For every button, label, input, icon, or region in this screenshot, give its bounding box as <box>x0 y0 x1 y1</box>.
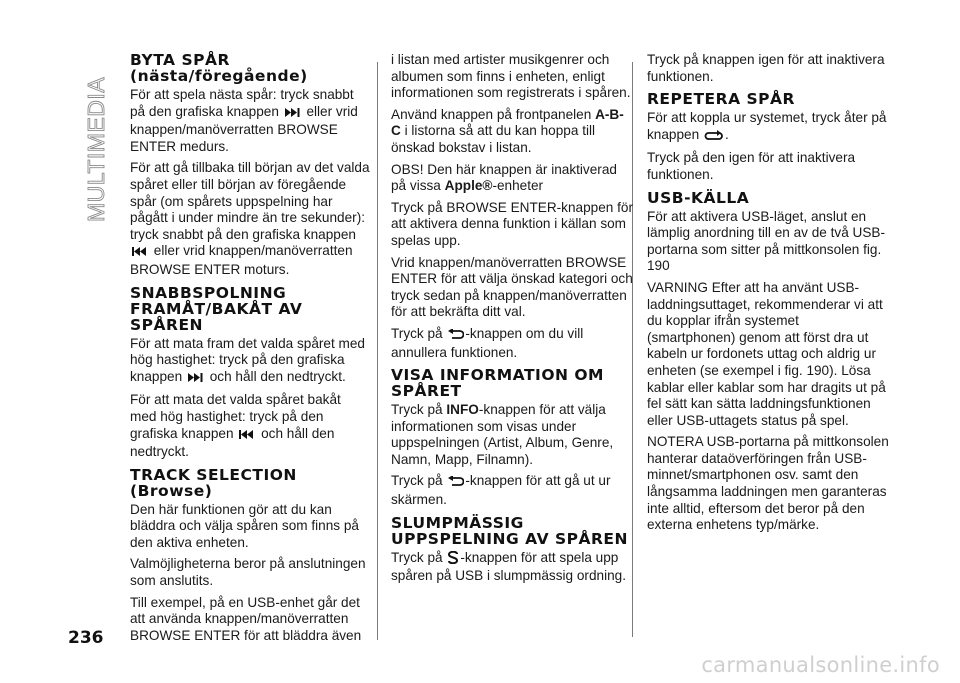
paragraph: För att mata det valda spåret bakåt med hög hastighet: tryck på den grafiska knappen och håll den nedtryckt. <box>130 392 341 460</box>
side-label-text: MULTIMEDIA <box>83 76 109 222</box>
heading-slumpmassig: SLUMPMÄSSIG UPPSPELNING AV SPÅREN <box>391 513 628 548</box>
paragraph: Använd knappen på frontpanelen A-B-C i listorna så att du kan hoppa till önskad bokstav i listan. <box>391 106 624 155</box>
paragraph: OBS! Den här knappen är inaktiverad på vissa Apple®-enheter <box>391 161 617 194</box>
previous-track-icon <box>238 428 256 445</box>
next-track-icon <box>284 106 302 123</box>
back-arrow-icon <box>447 328 464 345</box>
heading-visa-information: VISA INFORMATION OM SPÅRET <box>391 366 604 401</box>
heading-repetera-spar: REPETERA SPÅR <box>647 90 795 109</box>
paragraph: knappen och håll den nedtryckt. <box>130 369 370 388</box>
column-3 <box>647 52 889 539</box>
paragraph: För att gå tillbaka till början av det valda spåret eller till början av föregående spår (om spårets uppspelning har pågått i under mindre än tre sekunder): tryck snabbt på den grafiska knappen eller vrid knappen/manöverratten BROWSE ENTER moturs. <box>130 160 370 277</box>
paragraph: För att mata fram det valda spåret med hög hastighet: tryck på den grafiska <box>130 335 365 368</box>
watermark: carmanualsonline.info <box>701 653 940 677</box>
paragraph: Tryck på INFO-knappen för att välja informationen som visas under uppspelningen (Artist, Album, Genre, Namn, Mapp, Filnamn). <box>391 402 614 467</box>
paragraph: Tryck på -knappen för att gå ut ur skärmen. <box>391 473 611 508</box>
apple-label: Apple® <box>444 178 493 194</box>
section-side-label <box>82 52 112 222</box>
back-arrow-icon <box>447 475 464 492</box>
column-2 <box>391 52 633 590</box>
paragraph: För att koppla ur systemet, tryck åter på knappen . <box>647 110 889 145</box>
side-label-svg <box>82 52 112 222</box>
heading-usb-kalla: USB-KÄLLA <box>647 188 750 207</box>
column-1 <box>130 52 370 649</box>
paragraph: Tryck på den igen för att inaktivera funktionen. <box>647 150 856 182</box>
next-track-icon <box>187 371 205 388</box>
abc-key-label: A-B-C <box>391 106 624 139</box>
paragraph: För att spela nästa spår: tryck snabbt på den grafiska knappen eller vrid knappen/manöverratten BROWSE ENTER medurs. <box>130 87 358 154</box>
repeat-icon <box>704 129 724 146</box>
paragraph: Valmöjligheterna beror på anslutningen som anslutits. <box>130 556 366 589</box>
paragraph: Vrid knappen/manöverratten BROWSE ENTER för att välja önskad kategori och tryck sedan på knappen/manöverratten för att bekräfta ditt val. <box>391 254 633 320</box>
paragraph: Tryck på -knappen för att spela upp spåren på USB i slumpmässig ordning. <box>391 549 626 584</box>
paragraph: i listan med artister musikgenrer och albumen som finns i enheten, enligt informationen som registrerats i spåren. <box>391 52 631 101</box>
paragraph: Tryck på BROWSE ENTER-knappen för att aktivera denna funktion i källan som spelas upp. <box>391 199 633 248</box>
paragraph: För att aktivera USB-läget, anslut en lämplig anordning till en av de två USB-portarna som sitter på mittkonsolen fig. 190 <box>647 208 886 274</box>
previous-track-icon <box>131 245 149 262</box>
column-divider <box>377 62 378 640</box>
info-key-label: INFO <box>446 402 479 418</box>
paragraph: Till exempel, på en USB-enhet går det att använda knappen/manöverratten BROWSE ENTER för att bläddra även <box>130 594 362 643</box>
paragraph: NOTERA USB-portarna på mittkonsolen hanterar dataöverföringen från USB-minnet/smartphonen osv. samt den långsamma laddningen men garanteras inte alltid, eftersom det beror på den externa enhetens typ/märke. <box>647 434 889 533</box>
paragraph: Tryck på knappen igen för att inaktivera funktionen. <box>647 52 885 84</box>
heading-snabbspolning: SNABBSPOLNING FRAMÅT/BAKÅT AV SPÅREN <box>130 283 303 334</box>
paragraph: Den här funktionen gör att du kan bläddra och välja spåren som finns på den aktiva enheten. <box>130 501 359 550</box>
paragraph: VARNING Efter att ha använt USB-laddningsuttaget, rekommenderar vi att du kopplar ifrån systemet (smartphonen) genom att först dra ut kabeln ur fordonets uttag och aldrig ur enheten (se exempel i fig. 190). Lösa kablar eller kablar som har dragits ut på fel sätt kan sätta laddningsfunktionen eller USB-uttagets status på spel. <box>647 279 886 428</box>
shuffle-icon <box>447 551 459 569</box>
heading-track-selection: TRACK SELECTION (Browse) <box>130 465 297 500</box>
paragraph: Tryck på -knappen om du vill annullera funktionen. <box>391 325 584 360</box>
page-number: 236 <box>68 628 104 648</box>
heading-byta-spar: BYTA SPÅR (nästa/föregående) <box>130 51 308 85</box>
